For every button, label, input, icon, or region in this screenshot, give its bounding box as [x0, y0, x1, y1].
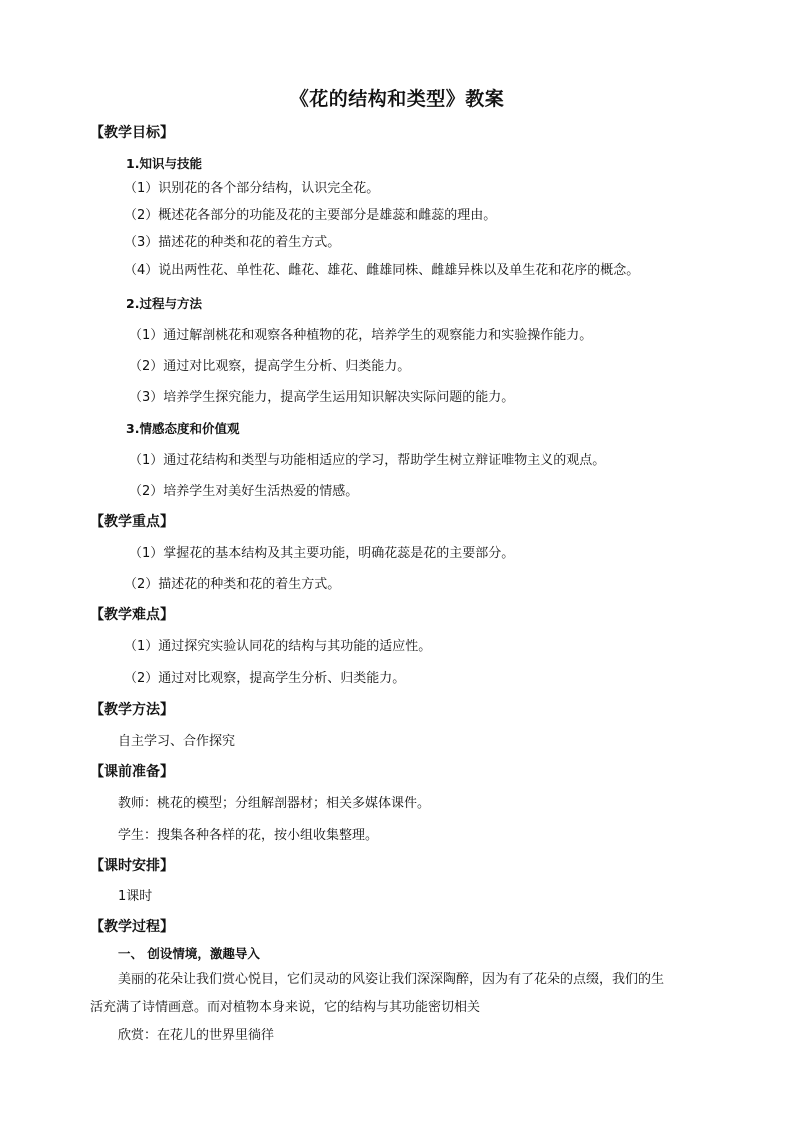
- section-heading-difficulties: 【教学难点】: [90, 607, 174, 623]
- section-heading-objectives: 【教学目标】: [90, 125, 174, 141]
- list-item: （2）通过对比观察，提高学生分析、归类能力。: [124, 671, 406, 686]
- list-item: （3）描述花的种类和花的着生方式。: [124, 235, 341, 250]
- schedule-text: 1课时: [118, 889, 153, 904]
- process-step-heading: 一、 创设情境，激趣导入: [118, 946, 260, 961]
- section-heading-key-points: 【教学重点】: [90, 514, 174, 530]
- list-item: （4）说出两性花、单性花、雌花、雄花、雌雄同株、雌雄异株以及单生花和花序的概念。: [124, 263, 640, 278]
- methods-text: 自主学习、合作探究: [118, 734, 236, 749]
- list-item: 学生：搜集各种各样的花，按小组收集整理。: [118, 828, 379, 843]
- list-item: （1）识别花的各个部分结构，认识完全花。: [124, 181, 380, 196]
- list-item: （1）通过探究实验认同花的结构与其功能的适应性。: [124, 639, 432, 654]
- list-item: 教师：桃花的模型；分组解剖器材；相关多媒体课件。: [118, 796, 431, 811]
- section-heading-process: 【教学过程】: [90, 919, 174, 935]
- paragraph-line: 美丽的花朵让我们赏心悦目，它们灵动的风姿让我们深深陶醉，因为有了花朵的点缀，我们的生: [118, 972, 665, 987]
- list-item: （2）培养学生对美好生活热爱的情感。: [129, 484, 359, 499]
- paragraph-line: 欣赏：在花儿的世界里徜徉: [118, 1028, 275, 1043]
- list-item: （1）通过解剖桃花和观察各种植物的花，培养学生的观察能力和实验操作能力。: [129, 328, 593, 343]
- subheading-attitude: 3.情感态度和价值观: [126, 421, 240, 436]
- section-heading-methods: 【教学方法】: [90, 702, 174, 718]
- list-item: （1）掌握花的基本结构及其主要功能，明确花蕊是花的主要部分。: [129, 546, 515, 561]
- subheading-knowledge: 1.知识与技能: [126, 156, 202, 171]
- section-heading-schedule: 【课时安排】: [90, 858, 174, 874]
- list-item: （2）通过对比观察，提高学生分析、归类能力。: [129, 359, 411, 374]
- list-item: （2）描述花的种类和花的着生方式。: [124, 577, 341, 592]
- list-item: （3）培养学生探究能力，提高学生运用知识解决实际问题的能力。: [129, 390, 515, 405]
- page-title: 《花的结构和类型》教案: [289, 88, 505, 110]
- paragraph-line: 活充满了诗情画意。而对植物本身来说，它的结构与其功能密切相关: [90, 1000, 481, 1015]
- subheading-process-methods: 2.过程与方法: [126, 296, 202, 311]
- list-item: （1）通过花结构和类型与功能相适应的学习，帮助学生树立辩证唯物主义的观点。: [129, 453, 606, 468]
- list-item: （2）概述花各部分的功能及花的主要部分是雄蕊和雌蕊的理由。: [124, 208, 497, 223]
- section-heading-preparation: 【课前准备】: [90, 764, 174, 780]
